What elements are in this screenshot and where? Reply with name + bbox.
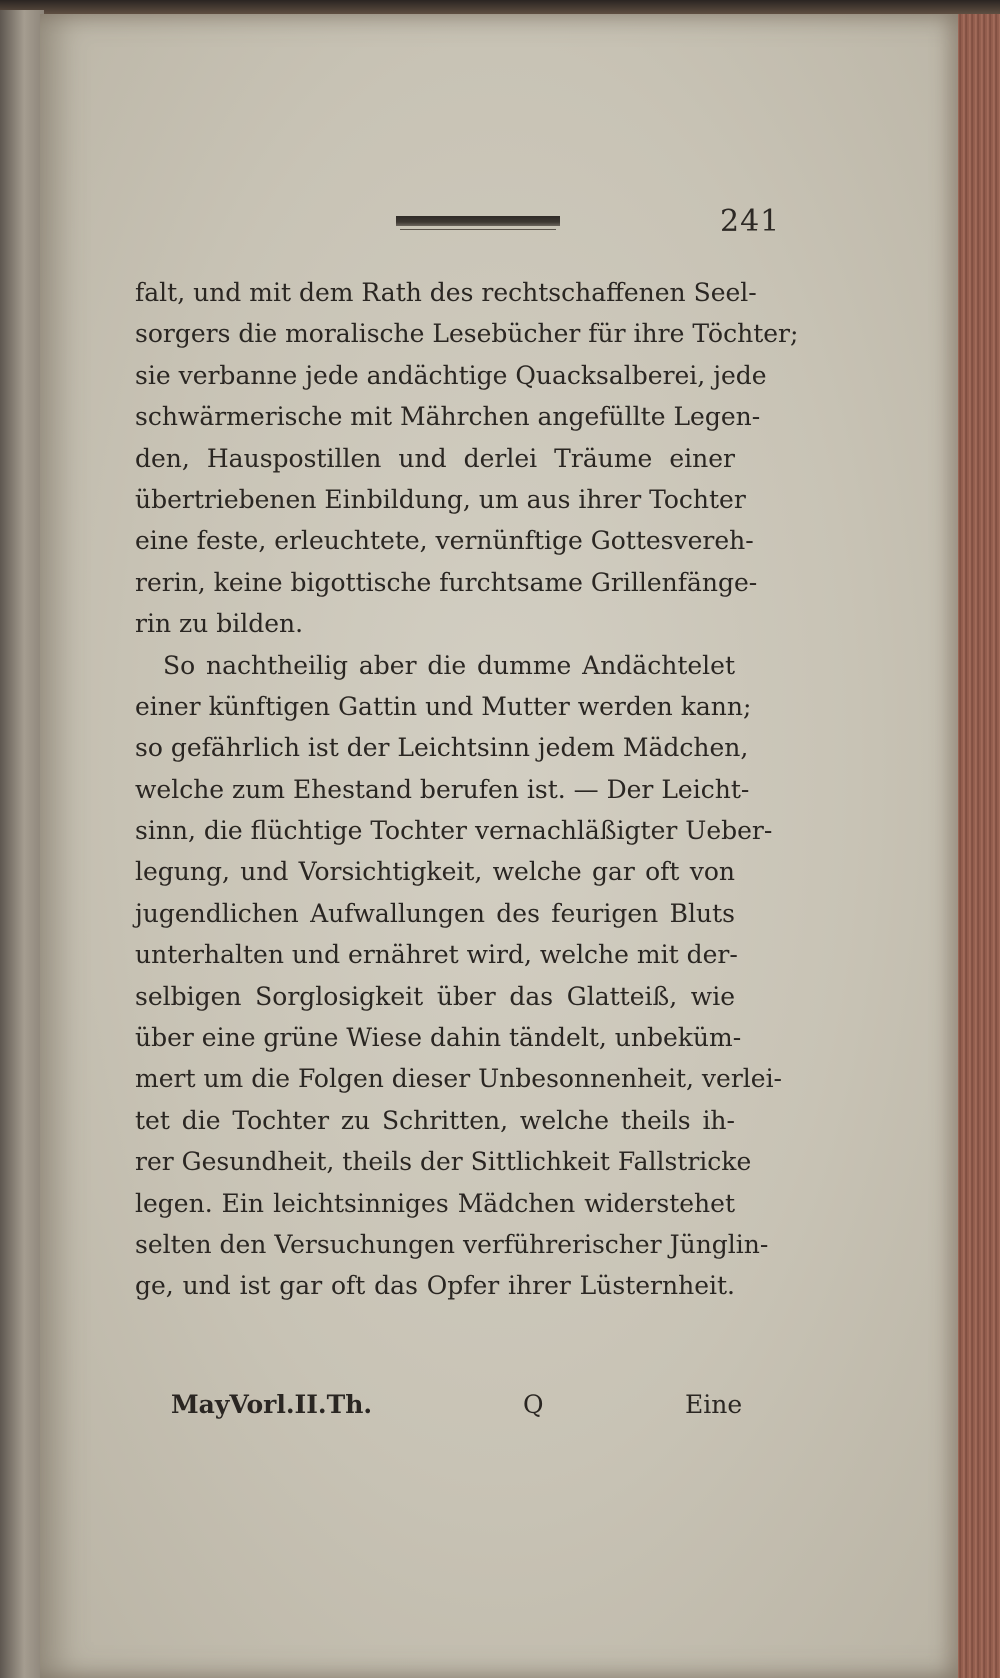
text-line: über eine grüne Wiese dahin tändelt, unbeküm- <box>135 1023 742 1053</box>
paragraph-start-line: So nachtheilig aber die dumme Andächtelet <box>163 650 735 680</box>
text-line: legung, und Vorsichtigkeit, welche gar oft von <box>135 857 735 887</box>
page-header <box>40 202 958 242</box>
text-line: falt, und mit dem Rath des rechtschaffenen Seel- <box>135 278 757 307</box>
text-line: selbigen Sorglosigkeit über das Glatteiß, wie <box>135 981 735 1011</box>
page-number: 241 <box>720 204 781 239</box>
text-line: unterhalten und ernähret wird, welche mit der- <box>135 940 738 970</box>
text-line: welche zum Ehestand berufen ist. — Der Leicht- <box>135 774 750 804</box>
text-line: sorgers die moralische Lesebücher für ihre Töchter; <box>135 319 799 349</box>
page-fore-edge <box>956 14 1000 1678</box>
signature-mark: Q <box>523 1390 544 1419</box>
body-text <box>135 272 799 1307</box>
text-line: rerin, keine bigottische furchtsame Grillenfänge- <box>135 567 758 597</box>
text-line: sie verbanne jede andächtige Quacksalberei, jede <box>135 360 767 390</box>
text-line: tet die Tochter zu Schritten, welche theils ih- <box>135 1105 735 1135</box>
header-ornament-rule <box>396 216 560 226</box>
text-line: legen. Ein leichtsinniges Mädchen widerstehet <box>135 1188 735 1218</box>
text-line: rer Gesundheit, theils der Sittlichkeit Fallstricke <box>135 1147 752 1177</box>
text-line: schwärmerische mit Mährchen angefüllte Legen- <box>135 402 761 432</box>
text-line: jugendlichen Aufwallungen des feurigen Bluts <box>135 898 735 928</box>
text-line: rin zu bilden. <box>135 609 304 639</box>
text-line: so gefährlich ist der Leichtsinn jedem Mädchen, <box>135 733 749 763</box>
left-page-edge <box>0 10 44 1678</box>
text-line: sinn, die flüchtige Tochter vernachläßigter Ueber- <box>135 816 773 846</box>
text-line: mert um die Folgen dieser Unbesonnenheit, verlei- <box>135 1064 783 1094</box>
book-page <box>40 14 958 1678</box>
text-line: ge, und ist gar oft das Opfer ihrer Lüsternheit. <box>135 1271 735 1301</box>
text-line: übertriebenen Einbildung, um aus ihrer Tochter <box>135 484 746 514</box>
page-footer <box>135 1390 743 1430</box>
printer-signature: MayVorl.II.Th. <box>171 1390 373 1419</box>
catchword: Eine <box>685 1390 743 1419</box>
text-line: eine feste, erleuchtete, vernünftige Gottesvereh- <box>135 526 754 556</box>
text-line: einer künftigen Gattin und Mutter werden kann; <box>135 691 752 721</box>
text-line: den, Hauspostillen und derlei Träume einer <box>135 443 735 473</box>
text-line: selten den Versuchungen verführerischer Jünglin- <box>135 1229 769 1259</box>
